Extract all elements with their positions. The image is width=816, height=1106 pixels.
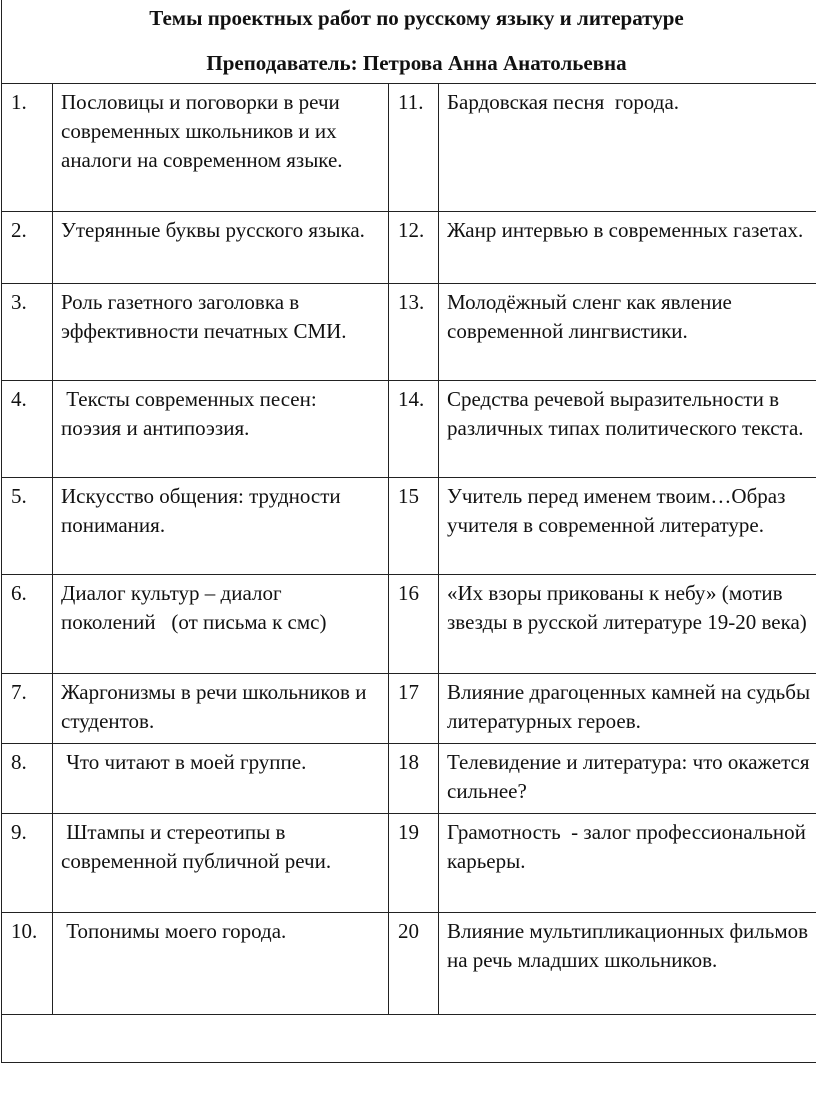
topic-text: Грамотность - залог профессиональной карьеры. — [439, 814, 816, 913]
table-row — [2, 284, 816, 381]
empty-row — [2, 1015, 816, 1063]
topic-text: «Их взоры прикованы к небу» (мотив звезды в русской литературе 19-20 века) — [439, 575, 816, 674]
topic-number: 20 — [389, 913, 439, 1015]
topic-number: 16 — [389, 575, 439, 674]
table-row — [2, 381, 816, 478]
topic-number: 9. — [2, 814, 53, 913]
topic-number: 1. — [2, 84, 53, 212]
topic-number: 3. — [2, 284, 53, 381]
topic-text: Диалог культур – диалог поколений (от письма к смс) — [53, 575, 389, 674]
topic-text: Искусство общения: трудности понимания. — [53, 478, 389, 575]
empty-cell — [2, 1015, 816, 1063]
topic-text: Роль газетного заголовка в эффективности печатных СМИ. — [53, 284, 389, 381]
topic-text: Пословицы и поговорки в речи современных школьников и их аналоги на современном языке. — [53, 84, 389, 212]
table-row — [2, 744, 816, 814]
topic-number: 17 — [389, 674, 439, 744]
topic-number: 2. — [2, 212, 53, 284]
topic-number: 10. — [2, 913, 53, 1015]
table-row — [2, 212, 816, 284]
topic-number: 12. — [389, 212, 439, 284]
topic-text: Молодёжный сленг как явление современной лингвистики. — [439, 284, 816, 381]
table-row — [2, 913, 816, 1015]
topic-number: 13. — [389, 284, 439, 381]
topic-number: 18 — [389, 744, 439, 814]
topic-number: 5. — [2, 478, 53, 575]
table-row — [2, 478, 816, 575]
teacher-name: Преподаватель: Петрова Анна Анатольевна — [206, 51, 627, 75]
topic-number: 4. — [2, 381, 53, 478]
topic-number: 15 — [389, 478, 439, 575]
topic-text: Влияние драгоценных камней на судьбы литературных героев. — [439, 674, 816, 744]
topic-number: 14. — [389, 381, 439, 478]
topic-text: Бардовская песня города. — [439, 84, 816, 212]
table-header — [2, 0, 816, 84]
topic-text: Утерянные буквы русского языка. — [53, 212, 389, 284]
table-header-row — [2, 0, 816, 84]
table-row — [2, 814, 816, 913]
table-row — [2, 84, 816, 212]
document-page — [1, 0, 816, 1063]
topic-text: Жанр интервью в современных газетах. — [439, 212, 816, 284]
topic-number: 8. — [2, 744, 53, 814]
table-row — [2, 575, 816, 674]
topic-text: Что читают в моей группе. — [53, 744, 389, 814]
topic-text: Штампы и стереотипы в современной публичной речи. — [53, 814, 389, 913]
topic-text: Средства речевой выразительности в различных типах политического текста. — [439, 381, 816, 478]
topic-number: 6. — [2, 575, 53, 674]
topic-number: 7. — [2, 674, 53, 744]
topic-number: 11. — [389, 84, 439, 212]
topic-number: 19 — [389, 814, 439, 913]
topics-table — [1, 0, 816, 1063]
topic-text: Учитель перед именем твоим…Образ учителя в современной литературе. — [439, 478, 816, 575]
table-row — [2, 674, 816, 744]
topic-text: Влияние мультипликационных фильмов на речь младших школьников. — [439, 913, 816, 1015]
topic-text: Жаргонизмы в речи школьников и студентов. — [53, 674, 389, 744]
topic-text: Тексты современных песен: поэзия и антипоэзия. — [53, 381, 389, 478]
topic-text: Топонимы моего города. — [53, 913, 389, 1015]
document-title: Темы проектных работ по русскому языку и литературе — [149, 6, 684, 30]
topic-text: Телевидение и литература: что окажется сильнее? — [439, 744, 816, 814]
